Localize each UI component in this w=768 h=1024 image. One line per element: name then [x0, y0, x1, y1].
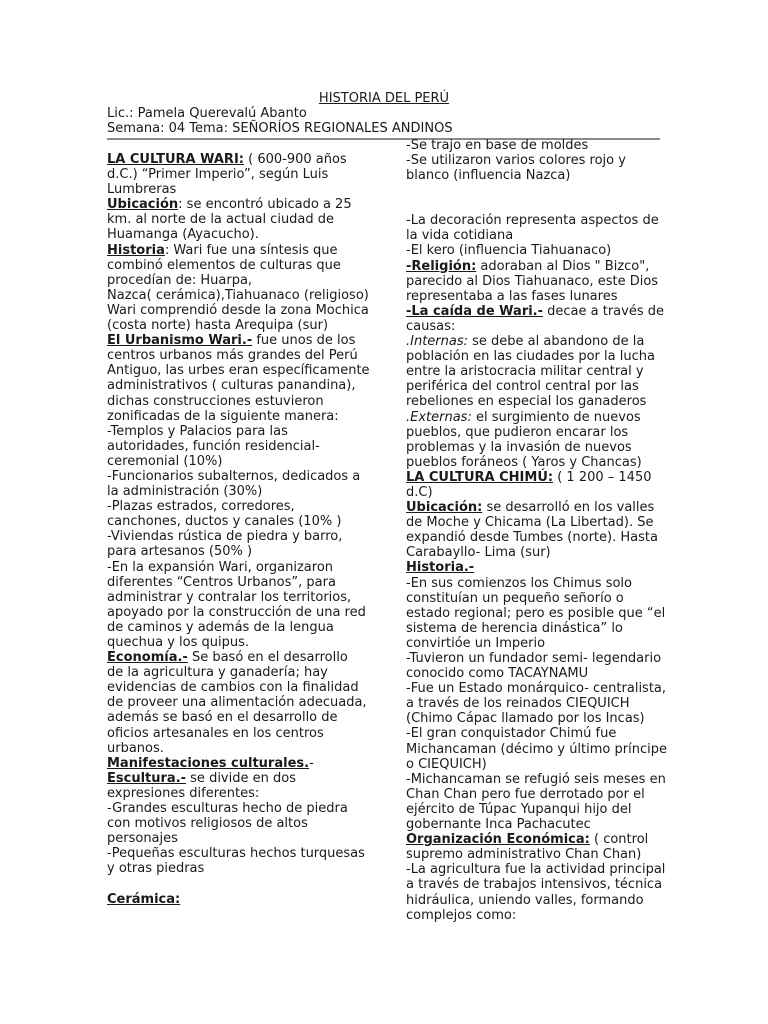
text-line: convirtióe un Imperio [406, 635, 546, 651]
text-line: apoyado por la construcción de una red [107, 604, 366, 620]
text-line: Nazca( cerámica),Tiahuanaco (religioso) [107, 287, 369, 303]
text-line: -El kero (influencia Tiahuanaco) [406, 243, 612, 259]
text-line: Antiguo, las urbes eran específicamente [107, 363, 370, 379]
escultura-line: Escultura.- se divide en dos [107, 770, 296, 786]
text-line: dichas construcciones estuvieron [107, 393, 324, 409]
text-line: de la agricultura y ganadería; hay [107, 665, 328, 681]
ceramica-line [107, 892, 367, 907]
ubicacion-line: Ubicación: se encontró ubicado a 25 [107, 197, 352, 213]
chimu-heading: LA CULTURA CHIMÚ: [406, 469, 554, 485]
text-line: parecido al Dios Tiahuanaco, este Dios [406, 273, 659, 289]
text-line: expandió desde Tumbes (norte). Hasta [406, 530, 658, 546]
caida-line: -La caída de Wari.- decae a través de [406, 303, 664, 319]
text-line: centros urbanos más grandes del Perú [107, 348, 358, 364]
text-line: -El gran conquistador Chimú fue [406, 726, 617, 742]
text-line: combinó elementos de culturas que [107, 257, 341, 273]
text-line: d.C) [406, 484, 433, 500]
text-line: la vida cotidiana [406, 228, 514, 244]
text-line: sistema de herencia dinástica” lo [406, 620, 623, 636]
text-line: blanco (influencia Nazca) [406, 168, 571, 184]
text-line: Huamanga (Ayacucho). [107, 227, 259, 243]
text-line: y otras piedras [107, 861, 205, 877]
text-line: -Plazas estrados, corredores, [107, 499, 295, 515]
text-line: conocido como TACAYNAMU [406, 666, 589, 682]
escultura-label: Escultura.- [107, 770, 187, 786]
text-line: población en las ciudades por la lucha [406, 349, 655, 365]
urbanismo-line: El Urbanismo Wari.- fue unos de los [107, 333, 356, 349]
organizacion-label: Organización Económica: [406, 832, 590, 848]
text-line: -Tuvieron un fundador semi- legendario [406, 651, 662, 666]
chimu-historia-label: Historia.- [406, 560, 475, 576]
text-line: -En la expansión Wari, organizaron [107, 559, 334, 575]
internas-label: .Internas: [406, 334, 469, 350]
text-line: rebeliones en especial los ganaderos [406, 394, 647, 410]
historia-label: Historia [107, 242, 165, 258]
text-line: hidráulica, uniendo valles, formando [406, 892, 644, 908]
text-line: (costa norte) hasta Arequipa (sur) [107, 318, 329, 334]
text-line: -Viviendas rústica de piedra y barro, [107, 529, 343, 545]
text-line: diferentes “Centros Urbanos”, para [107, 574, 336, 590]
manifestaciones-line: Manifestaciones culturales.- [107, 755, 314, 771]
text-line: de proveer una alimentación adecuada, [107, 695, 367, 711]
text-line: además se basó en el desarrollo de [107, 710, 338, 726]
text-line: de Moche y Chicama (La Libertad). Se [406, 515, 654, 531]
text-line: d.C.) “Primer Imperio”, según Luis [107, 167, 329, 183]
economia-line: Economía.- Se basó en el desarrollo [107, 650, 348, 666]
manifestaciones-label: Manifestaciones culturales. [107, 755, 310, 771]
text-line: -Se trajo en base de moldes [406, 138, 589, 153]
text-line: quechua y los quipus. [107, 635, 250, 650]
text-line: administrativos ( culturas panandina), [107, 378, 356, 394]
text-line: (Chimo Cápac llamado por los Incas) [406, 711, 645, 727]
text-line: -Michancaman se refugió seis meses en [406, 771, 666, 787]
ceramica-label: Cerámica: [107, 891, 181, 907]
text-line: -Grandes esculturas hecho de piedra [107, 801, 348, 817]
chimu-ubicacion-line: Ubicación: se desarrolló en los valles [406, 500, 655, 516]
chimu-line: LA CULTURA CHIMÚ: ( 1 200 – 1450 [406, 469, 652, 485]
text-line: entre la aristocracia militar central y [406, 364, 644, 380]
text-line: Chan Chan pero fue derrotado por el [406, 786, 645, 802]
instructor-line: Lic.: Pamela Querevalú Abanto [107, 106, 307, 121]
text-line: ejército de Túpac Yupanqui hijo del [406, 801, 632, 817]
wari-heading: LA CULTURA WARI: [107, 152, 244, 167]
text-line: periférica del control central por las [406, 379, 639, 395]
religion-label: -Religión: [406, 258, 477, 274]
text-line: expresiones diferentes: [107, 785, 260, 801]
left-column [107, 152, 370, 907]
text-line: representaba a las fases lunares [406, 288, 618, 304]
text-line: -Funcionarios subalternos, dedicados a [107, 468, 361, 484]
text-line: constituían un pequeño señorío o [406, 590, 624, 606]
text-line: procedían de: Huarpa, [107, 272, 253, 288]
text-line: -Pequeñas esculturas hechos turquesas [107, 846, 365, 862]
externas-line: .Externas: el surgimiento de nuevos [406, 409, 641, 425]
historia-line: Historia: Wari fue una síntesis que [107, 242, 338, 258]
text-line: zonificadas de la siguiente manera: [107, 408, 339, 424]
organizacion-line: Organización Económica: ( control [406, 832, 649, 848]
text-line: estado regional; pero es posible que “el [406, 605, 666, 621]
session-line: Semana: 04 Tema: SEÑORÍOS REGIONALES ANDINOS [107, 121, 453, 136]
text-line: -Templos y Palacios para las [107, 423, 288, 439]
text-line: Wari comprendió desde la zona Mochica [107, 302, 369, 318]
economia-label: Economía.- [107, 650, 188, 666]
text-line: -La decoración representa aspectos de [406, 213, 659, 229]
wari-line-1: LA CULTURA WARI: ( 600-900 años [107, 152, 347, 167]
text-line: Carabayllo- Lima (sur) [406, 545, 551, 561]
urbanismo-label: El Urbanismo Wari.- [107, 333, 253, 349]
religion-line: -Religión: adoraban al Dios " Bizco", [406, 258, 650, 274]
text-line: ceremonial (10%) [107, 453, 223, 469]
text-line: para artesanos (50% ) [107, 544, 253, 560]
text-line: supremo administrativo Chan Chan) [406, 847, 642, 863]
text-line: causas: [406, 318, 456, 334]
caida-label: -La caída de Wari.- [406, 303, 544, 319]
text-line: gobernante Inca Pachacutec [406, 817, 591, 833]
text-line: -En sus comienzos los Chimus solo [406, 575, 632, 591]
text-line: Lumbreras [107, 182, 177, 198]
text-line: problemas y la invasión de nuevos [406, 439, 632, 455]
chimu-ubicacion-label: Ubicación: [406, 500, 483, 516]
text-line: a través de trabajos intensivos, técnica [406, 877, 663, 893]
text-line: km. al norte de la actual ciudad de [107, 212, 335, 228]
text-line: complejos como: [406, 907, 517, 923]
text-line: la administración (30%) [107, 484, 263, 500]
externas-label: .Externas: [406, 409, 472, 425]
text-line: urbanos. [107, 740, 164, 756]
ubicacion-label: Ubicación [107, 197, 179, 213]
text-line: personajes [107, 831, 178, 847]
text-line: canchones, ductos y canales (10% ) [107, 514, 342, 530]
text-line: pueblos, que pudieron encarar los [406, 424, 629, 440]
chimu-historia-line [406, 560, 666, 575]
right-column [406, 138, 666, 923]
document-title: HISTORIA DEL PERÚ [318, 91, 450, 106]
text-line: -Se utilizaron varios colores rojo y [406, 153, 626, 169]
text-line: -La agricultura fue la actividad principal [406, 862, 666, 878]
text-line: Michancaman (décimo y último príncipe [406, 741, 667, 757]
text-line: oficios artesanales en los centros [107, 725, 324, 741]
text-line: pueblos foráneos ( Yaros y Chancas) [406, 454, 642, 470]
text-line: administrar y contralar los territorios, [107, 589, 352, 605]
text-line: con motivos religiosos de altos [107, 816, 308, 832]
internas-line: .Internas: se debe al abandono de la [406, 334, 645, 350]
text-line: o CIEQUICH) [406, 756, 487, 772]
text-line: autoridades, función residencial- [107, 438, 320, 454]
text-line: evidencias de cambios con la finalidad [107, 680, 359, 696]
text-line: a través de los reinados CIEQUICH [406, 696, 630, 712]
text-line: de caminos y además de la lengua [107, 619, 334, 635]
text-line: -Fue un Estado monárquico- centralista, [406, 681, 667, 697]
